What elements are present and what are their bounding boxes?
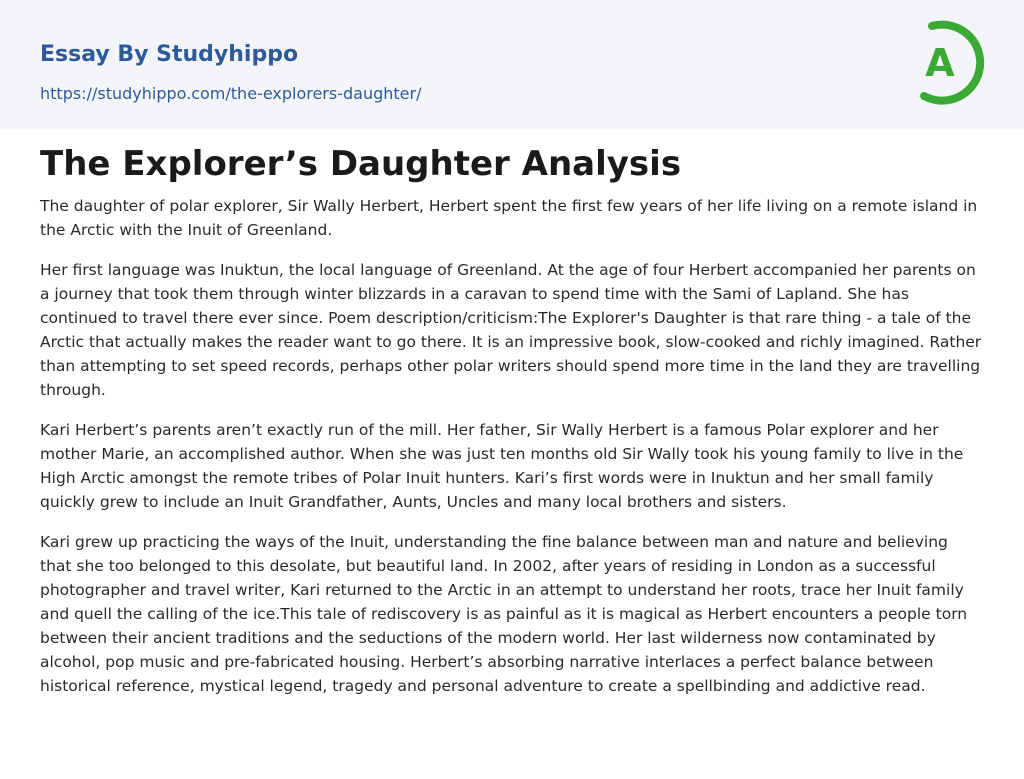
paragraph: The daughter of polar explorer, Sir Wally Herbert, Herbert spent the first few years of her life living on a remote island in the Arctic with the Inuit of Greenland. bbox=[40, 197, 978, 239]
site-header bbox=[0, 0, 1024, 129]
page-url-link[interactable]: https://studyhippo.com/the-explorers-daughter/ bbox=[40, 84, 422, 103]
logo-letter: A bbox=[925, 41, 955, 85]
article-title: The Explorer’s Daughter Analysis bbox=[40, 144, 682, 184]
studyhippo-logo-icon[interactable] bbox=[912, 18, 988, 106]
paragraph: Kari grew up practicing the ways of the Inuit, understanding the fine balance between man and nature and believing that she too belonged to this desolate, but beautiful land. In 2002, after years of residing in London as a successful photographer and travel writer, Kari returned to the Arctic in an attempt to understand her roots, trace her Inuit family and quell the calling of the ice.This tale of rediscovery is as painful as it is magical as Herbert encounters a people torn between their ancient traditions and the seductions of the modern world. Her last wilderness now contaminated by alcohol, pop music and pre-fabricated housing. Herbert’s absorbing narrative interlaces a perfect balance between historical reference, mystical legend, tragedy and personal adventure to create a spellbinding and addictive read. bbox=[40, 533, 968, 695]
paragraph: Kari Herbert’s parents aren’t exactly run of the mill. Her father, Sir Wally Herbert is a famous Polar explorer and her mother Marie, an accomplished author. When she was just ten months old Sir Wally took his young family to live in the High Arctic amongst the remote tribes of Polar Inuit hunters. Kari’s first words were in Inuktun and her small family quickly grew to include an Inuit Grandfather, Aunts, Uncles and many local brothers and sisters. bbox=[40, 421, 964, 511]
paragraph: Her first language was Inuktun, the local language of Greenland. At the age of four Herbert accompanied her parents on a journey that took them through winter blizzards in a caravan to spend time with the Sami of Lapland. She has continued to travel there ever since. Poem description/criticism:The Explorer's Daughter is that rare thing - a tale of the Arctic that actually makes the reader want to go there. It is an impressive book, slow-cooked and richly imagined. Rather than attempting to set speed records, perhaps other polar writers should spend more time in the land they are travelling through. bbox=[40, 261, 982, 399]
brand-name[interactable]: Essay By Studyhippo bbox=[40, 42, 299, 67]
article-body bbox=[40, 194, 984, 714]
